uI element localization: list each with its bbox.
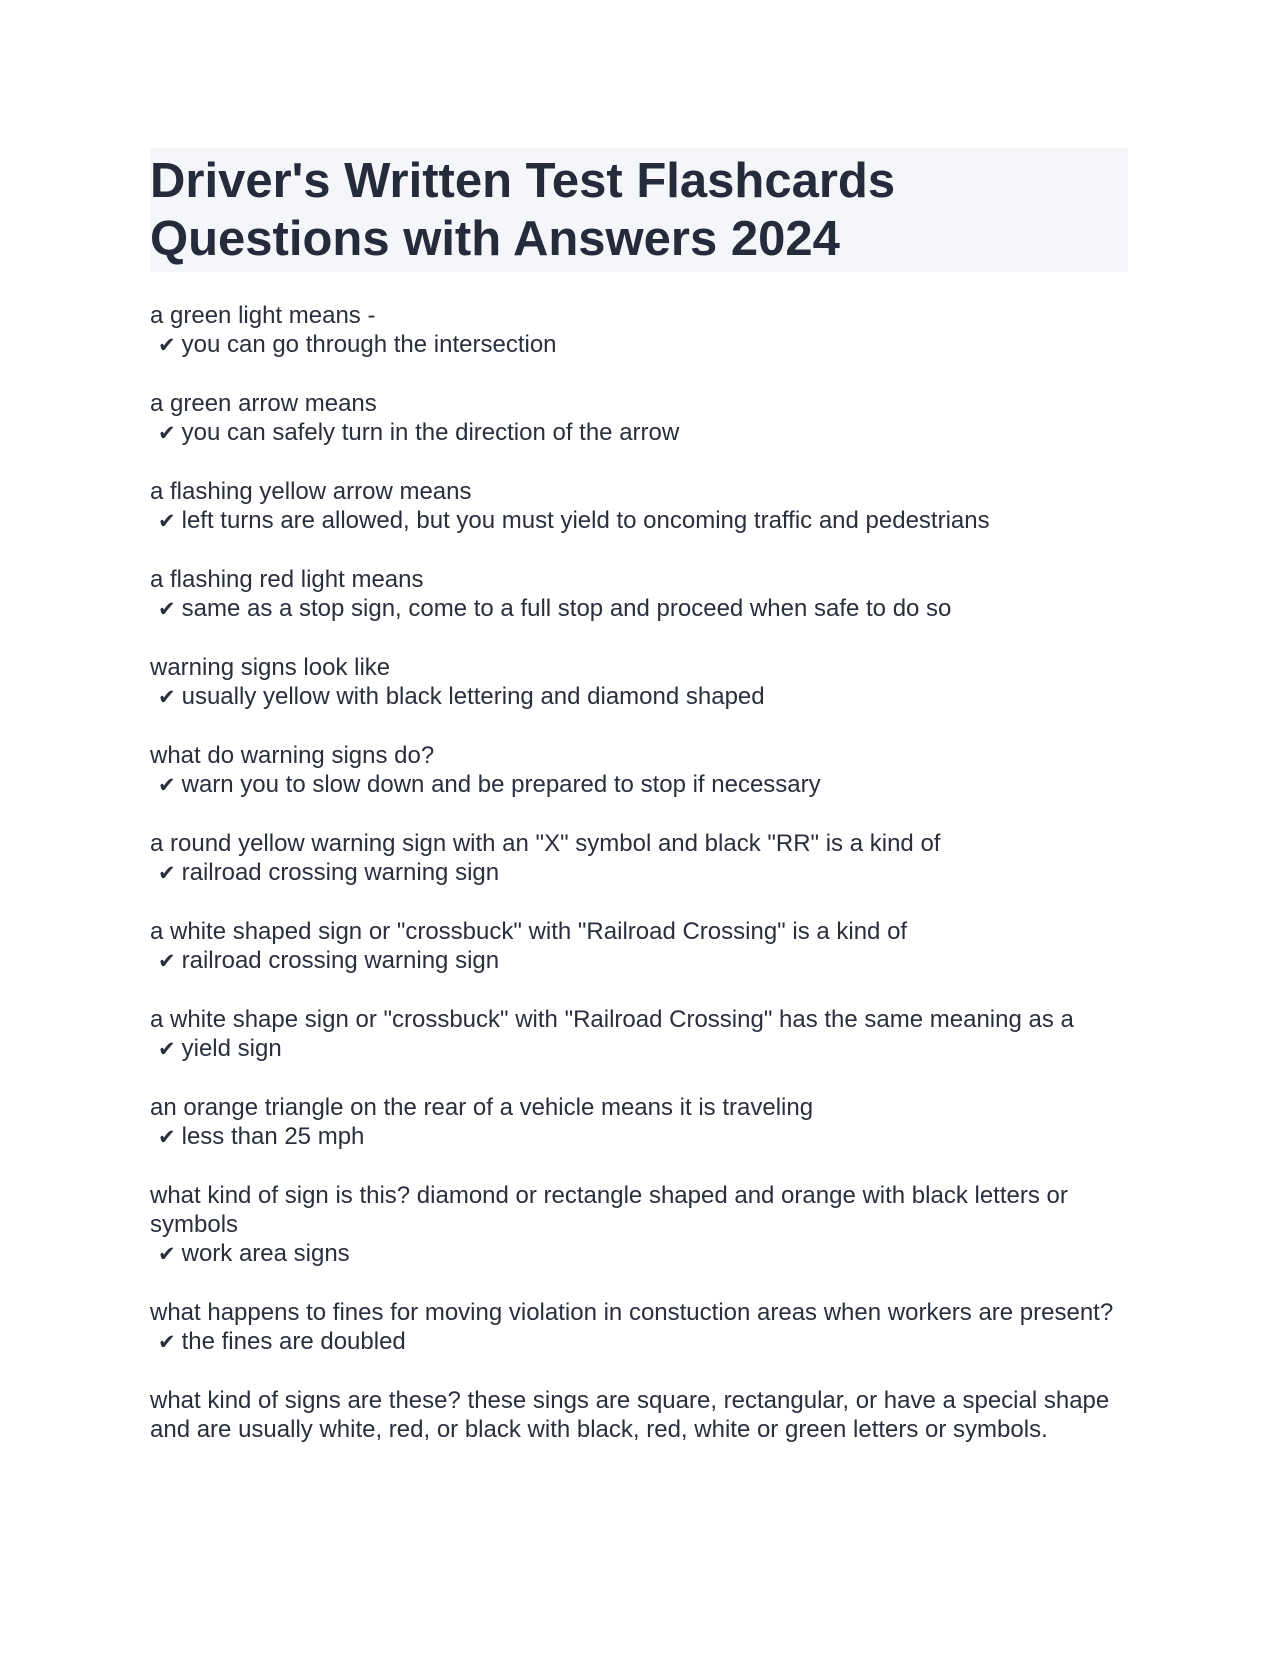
checkmark-icon: ✔ [158, 949, 176, 973]
flashcard-answer [150, 682, 1128, 712]
flashcard [150, 741, 1128, 800]
flashcard-question: a white shaped sign or "crossbuck" with "Railroad Crossing" is a kind of [150, 918, 908, 945]
flashcard [150, 1181, 1128, 1269]
flashcard-question: warning signs look like [150, 654, 391, 681]
flashcard-question: a flashing yellow arrow means [150, 478, 472, 505]
flashcard [150, 653, 1128, 712]
checkmark-icon: ✔ [158, 509, 176, 533]
checkmark-icon: ✔ [158, 685, 176, 709]
flashcard-answer [150, 1327, 1128, 1357]
flashcard-question: a round yellow warning sign with an "X" symbol and black "RR" is a kind of [150, 830, 941, 857]
checkmark-icon: ✔ [158, 861, 176, 885]
flashcard-answer-text: railroad crossing warning sign [181, 859, 500, 886]
flashcard-answer-text: you can go through the intersection [181, 331, 557, 358]
checkmark-icon: ✔ [158, 1125, 176, 1149]
flashcard-question: a white shape sign or "crossbuck" with "Railroad Crossing" has the same meaning as a [150, 1006, 1074, 1033]
flashcard [150, 565, 1128, 624]
title-banner [150, 148, 1128, 272]
flashcard-answer [150, 1034, 1128, 1064]
flashcard-question: a flashing red light means [150, 566, 424, 593]
checkmark-icon: ✔ [158, 1330, 176, 1354]
checkmark-icon: ✔ [158, 597, 176, 621]
flashcard-question: what kind of signs are these? these sings are square, rectangular, or have a special shape and are usually white, red, or black with black, red, white or green letters or symbols. [150, 1387, 1110, 1443]
flashcard-answer-text: yield sign [181, 1035, 282, 1062]
flashcard-answer-text: left turns are allowed, but you must yield to oncoming traffic and pedestrians [181, 507, 990, 534]
flashcard [150, 829, 1128, 888]
flashcard-answer-text: same as a stop sign, come to a full stop and proceed when safe to do so [181, 595, 952, 622]
flashcard-answer [150, 946, 1128, 976]
flashcard-question: what do warning signs do? [150, 742, 435, 769]
flashcard-answer-text: the fines are doubled [181, 1328, 406, 1355]
checkmark-icon: ✔ [158, 333, 176, 357]
flashcard-question: a green light means - [150, 302, 376, 329]
flashcard-answer [150, 858, 1128, 888]
flashcard-question: what kind of sign is this? diamond or rectangle shaped and orange with black letters or symbols [150, 1182, 1068, 1238]
flashcard [150, 389, 1128, 448]
flashcard [150, 1005, 1128, 1064]
flashcard-question: what happens to fines for moving violation in constuction areas when workers are present? [150, 1299, 1114, 1326]
flashcard [150, 1093, 1128, 1152]
flashcard-answer [150, 418, 1128, 448]
flashcard-answer [150, 1122, 1128, 1152]
checkmark-icon: ✔ [158, 1037, 176, 1061]
flashcard [150, 301, 1128, 360]
checkmark-icon: ✔ [158, 421, 176, 445]
flashcard [150, 1298, 1128, 1357]
flashcard [150, 477, 1128, 536]
flashcard-question: an orange triangle on the rear of a vehicle means it is traveling [150, 1094, 814, 1121]
flashcard [150, 1386, 1128, 1444]
flashcard-answer [150, 1239, 1128, 1269]
flashcard-answer [150, 594, 1128, 624]
flashcard-answer-text: railroad crossing warning sign [181, 947, 500, 974]
flashcard-answer-text: you can safely turn in the direction of the arrow [181, 419, 680, 446]
checkmark-icon: ✔ [158, 1242, 176, 1266]
flashcard-answer-text: work area signs [181, 1240, 350, 1267]
flashcard-answer [150, 506, 1128, 536]
flashcard [150, 917, 1128, 976]
checkmark-icon: ✔ [158, 773, 176, 797]
flashcard-answer-text: less than 25 mph [181, 1123, 365, 1150]
flashcard-answer-text: warn you to slow down and be prepared to stop if necessary [181, 771, 821, 798]
document-title: Driver's Written Test Flashcards Questions with Answers 2024 [150, 154, 896, 266]
flashcard-answer [150, 330, 1128, 360]
flashcard-question: a green arrow means [150, 390, 377, 417]
flashcard-answer-text: usually yellow with black lettering and diamond shaped [181, 683, 765, 710]
flashcard-answer [150, 770, 1128, 800]
document-page [150, 148, 1128, 1473]
flashcard-list [150, 301, 1128, 1444]
